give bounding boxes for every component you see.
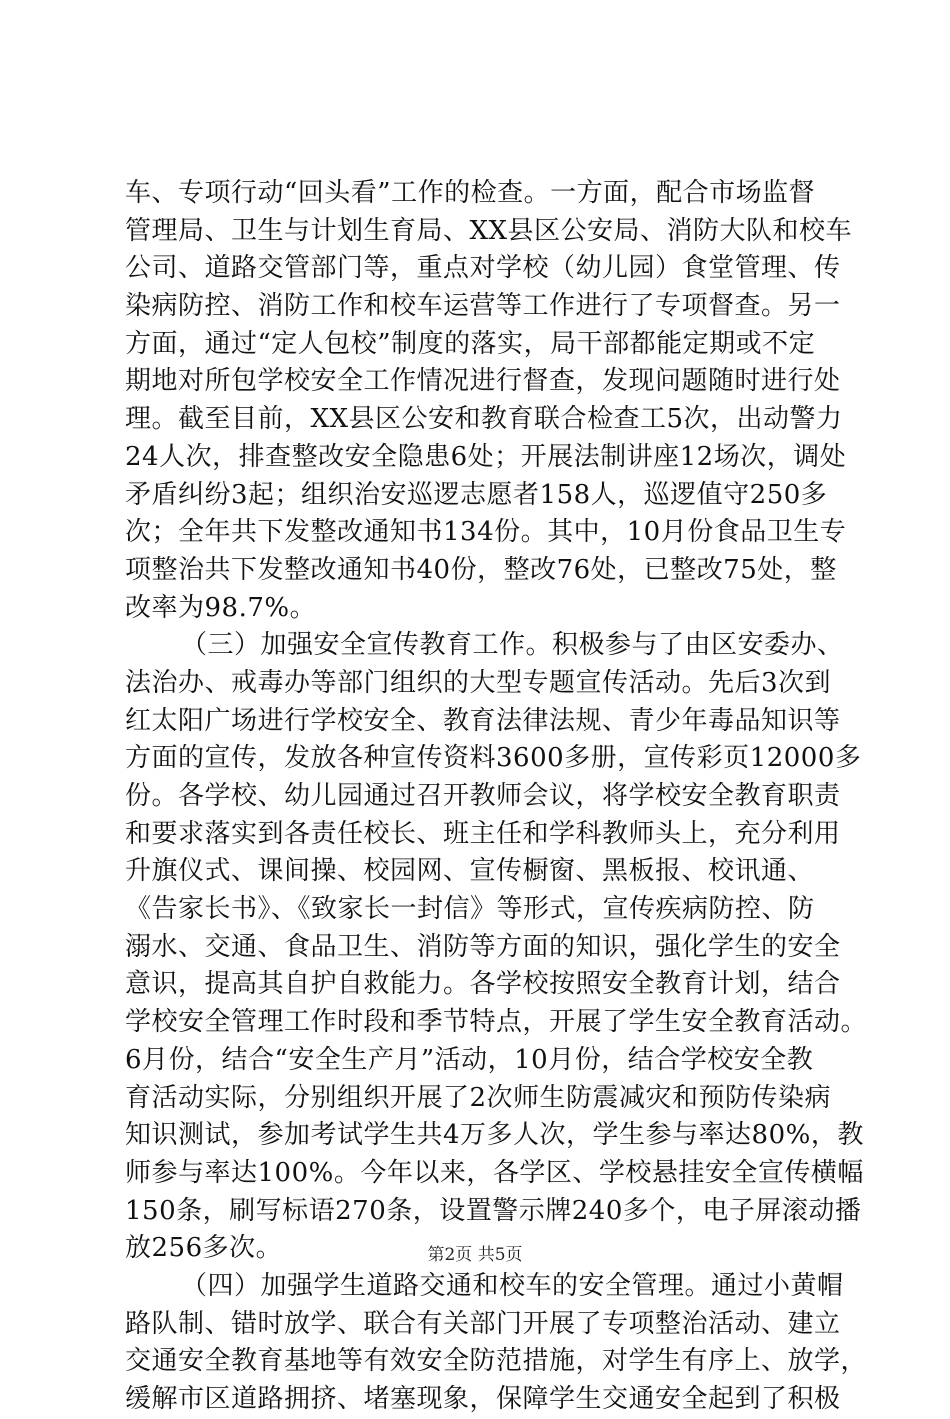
text-line: 6月份，结合“安全生产月”活动，10月份，结合学校安全教: [125, 1044, 814, 1075]
text-line: 次；全年共下发整改通知书134份。其中，10月份食品卫生专: [125, 517, 847, 548]
text-line: 放256多次。: [125, 1233, 283, 1264]
text-line: 理。截至目前，XX县区公安和教育联合检查工5次，出动警力: [125, 404, 843, 435]
text-line: 育活动实际，分别组织开展了2次师生防震减灾和预防传染病: [125, 1082, 832, 1113]
text-line: 学校安全管理工作时段和季节特点，开展了学生安全教育活动。: [125, 1007, 868, 1038]
text-line: 法治办、戒毒办等部门组织的大型专题宣传活动。先后3次到: [125, 667, 832, 698]
text-line: 和要求落实到各责任校长、班主任和学科教师头上，充分利用: [125, 818, 841, 849]
text-line: 管理局、卫生与计划生育局、XX县区公安局、消防大队和校车: [125, 215, 853, 246]
text-line: 溺水、交通、食品卫生、消防等方面的知识，强化学生的安全: [125, 931, 841, 962]
text-line: 红太阳广场进行学校安全、教育法律法规、青少年毒品知识等: [125, 705, 841, 736]
page-number-footer: 第2页 共5页: [427, 1245, 523, 1265]
text-line: 矛盾纠纷3起；组织治安巡逻志愿者158人，巡逻值守250多: [125, 479, 828, 510]
text-line: 升旗仪式、课间操、校园网、宣传橱窗、黑板报、校讯通、: [125, 856, 815, 887]
text-line: 公司、道路交管部门等，重点对学校（幼儿园）食堂管理、传: [125, 253, 841, 284]
paragraph-heading-3: （三）加强安全宣传教育工作。积极参与了由区安委办、: [181, 630, 844, 661]
text-line: 意识，提高其自护自救能力。各学校按照安全教育计划，结合: [125, 969, 841, 1000]
text-line: 车、专项行动“回头看”工作的检查。一方面，配合市场监督: [125, 178, 816, 208]
text-line: 期地对所包学校安全工作情况进行督查，发现问题随时进行处: [125, 366, 841, 397]
text-line: 150条，刷写标语270条，设置警示牌240多个，电子屏滚动播: [125, 1195, 862, 1226]
text-line: 方面，通过“定人包校”制度的落实，局干部都能定期或不定: [125, 328, 816, 359]
text-line: 份。各学校、幼儿园通过召开教师会议，将学校安全教育职责: [125, 781, 841, 811]
text-line: 缓解市区道路拥挤、堵塞现象，保障学生交通安全起到了积极: [125, 1384, 841, 1414]
text-line: 师参与率达100%。今年以来，各学区、学校悬挂安全宣传横幅: [125, 1157, 864, 1188]
text-line: 路队制、错时放学、联合有关部门开展了专项整治活动、建立: [125, 1308, 841, 1339]
text-line: 项整治共下发整改通知书40份，整改76处，已整改75处，整: [125, 554, 837, 585]
body-text: [125, 175, 868, 1419]
text-line: 方面的宣传，发放各种宣传资料3600多册，宣传彩页12000多: [125, 743, 862, 774]
text-line: 交通安全教育基地等有效安全防范措施，对学生有序上、放学，: [125, 1346, 868, 1377]
text-line: 《告家长书》、《致家长一封信》等形式，宣传疾病防控、防: [125, 894, 815, 925]
text-line: 知识测试，参加考试学生共4万多人次，学生参与率达80%，教: [125, 1120, 864, 1151]
text-line: 改率为98.7%。: [125, 592, 317, 623]
text-line: 24人次，排查整改安全隐患6处；开展法制讲座12场次，调处: [125, 441, 847, 472]
paragraph-heading-4: （四）加强学生道路交通和校车的安全管理。通过小黄帽: [181, 1270, 844, 1301]
text-line: 染病防控、消防工作和校车运营等工作进行了专项督查。另一: [125, 291, 841, 322]
